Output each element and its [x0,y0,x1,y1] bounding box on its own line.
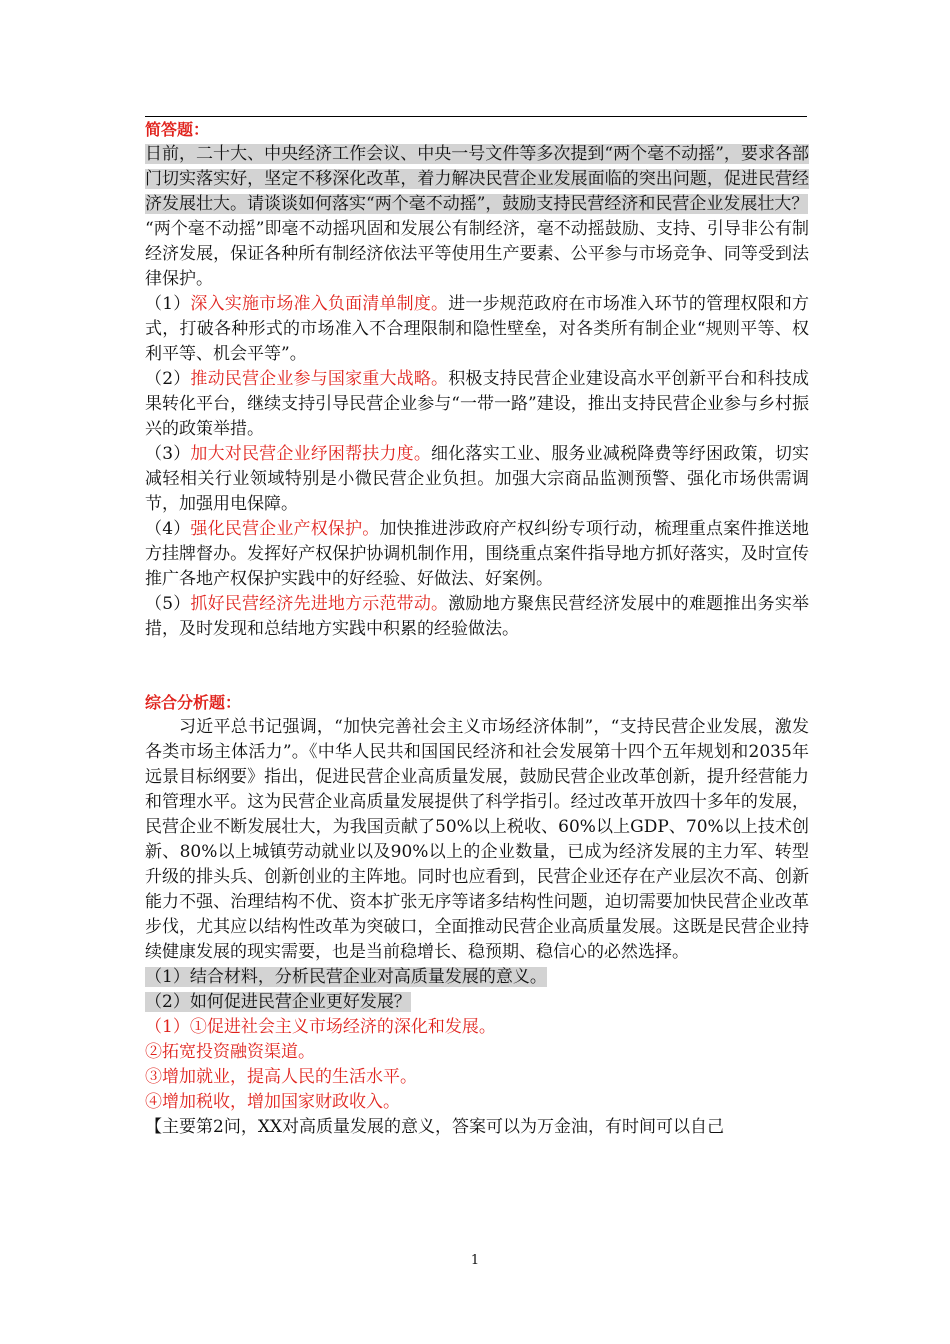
point-key: 深入实施市场准入负面清单制度。 [190,294,449,314]
section-spacer [145,642,809,690]
answer-point-1 [145,292,809,367]
point-key: 推动民营企业参与国家重大战略。 [190,369,449,389]
section1-heading: 简答题： [145,120,210,139]
section2-answer-3: ③增加就业，提高人民的生活水平。 [145,1067,417,1087]
section2-heading: 综合分析题： [145,693,242,712]
section2-answer-4: ④增加税收，增加国家财政收入。 [145,1092,400,1112]
question-text: 日前，二十大、中央经济工作会议、中央一号文件等多次提到“两个毫不动摇”，要求各部门切实落实好，坚定不移深化改革，着力解决民营企业发展面临的突出问题，促进民营经济发展壮大。请谈谈如何落实“两个毫不动摇”，鼓励支持民营经济和民营企业发展壮大？ [145,144,809,214]
answer-point-3 [145,442,809,517]
point-text: 激励地方聚焦民营经济发展中的难题推出务实举措，及时发现和总结地方实践中积累的经验做法。 [145,594,810,639]
point-key: 强化民营企业产权保护。 [190,519,380,539]
answer-point-4 [145,517,809,592]
point-text: 加快推进涉政府产权纠纷专项行动，梳理重点案件推送地方挂牌督办。发挥好产权保护协调机制作用，围绕重点案件指导地方抓好落实，及时宣传推广各地产权保护实践中的好经验、好做法、好案例。 [145,519,809,589]
point-number: （5） [145,594,191,614]
question-text: （1）结合材料，分析民营企业对高质量发展的意义。 [145,967,547,987]
point-key: 抓好民营经济先进地方示范带动。 [190,594,449,614]
question-text: （2）如何促进民营企业更好发展？ [145,992,411,1012]
answer-point-2 [145,367,809,442]
section2-question-2 [145,990,809,1015]
point-number: （3） [145,444,191,464]
page-content [145,117,809,1140]
point-text: 细化落实工业、服务业减税降费等纾困政策，切实减轻相关行业领域特别是小微民营企业负担。加强大宗商品监测预警、强化市场供需调节，加强用电保障。 [145,444,810,514]
section2-answer-1: （1）①促进社会主义市场经济的深化和发展。 [145,1017,496,1037]
point-number: （4） [145,519,191,539]
point-number: （1） [145,294,191,314]
section1-question [145,142,809,217]
section2-answer-2: ②拓宽投资融资渠道。 [145,1042,315,1062]
section2-question-1 [145,965,809,990]
answer-point-5 [145,592,809,642]
page-number: 1 [470,1253,480,1268]
point-key: 加大对民营企业纾困帮扶力度。 [190,444,432,464]
point-text: 积极支持民营企业建设高水平创新平台和科技成果转化平台，继续支持引导民营企业参与“一带一路”建设，推出支持民营企业参与乡村振兴的政策举措。 [145,369,810,439]
point-number: （2） [145,369,191,389]
section2-material: 习近平总书记强调，“加快完善社会主义市场经济体制”，“支持民营企业发展，激发各类市场主体活力”。《中华人民共和国国民经济和社会发展第十四个五年规划和2035年远景目标纲要》指出，促进民营企业高质量发展，鼓励民营企业改革创新，提升经营能力和管理水平。这为民营企业高质量发展提供了科学指引。经过改革开放四十多年的发展，民营企业不断发展壮大，为我国贡献了50%以上税收、60%以上GDP、70%以上技术创新、80%以上城镇劳动就业以及90%以上的企业数量，已成为经济发展的主力军、转型升级的排头兵、创新创业的主阵地。同时也应看到，民营企业还存在产业层次不高、创新能力不强、治理结构不优、资本扩张无序等诸多结构性问题，迫切需要加快民营企业改革步伐，尤其应以结构性改革为突破口，全面推动民营企业高质量发展。这既是民营企业持续健康发展的现实需要，也是当前稳增长、稳预期、稳信心的必然选择。 [145,717,809,962]
section2-note: 【主要第2问，XX对高质量发展的意义，答案可以为万金油，有时间可以自己 [145,1117,725,1137]
point-text: 进一步规范政府在市场准入环节的管理权限和方式，打破各种形式的市场准入不合理限制和隐性壁垒，对各类所有制企业“规则平等、权利平等、机会平等”。 [145,294,810,364]
section1-intro: “两个毫不动摇”即毫不动摇巩固和发展公有制经济，毫不动摇鼓励、支持、引导非公有制经济发展，保证各种所有制经济依法平等使用生产要素、公平参与市场竞争、同等受到法律保护。 [145,219,809,289]
